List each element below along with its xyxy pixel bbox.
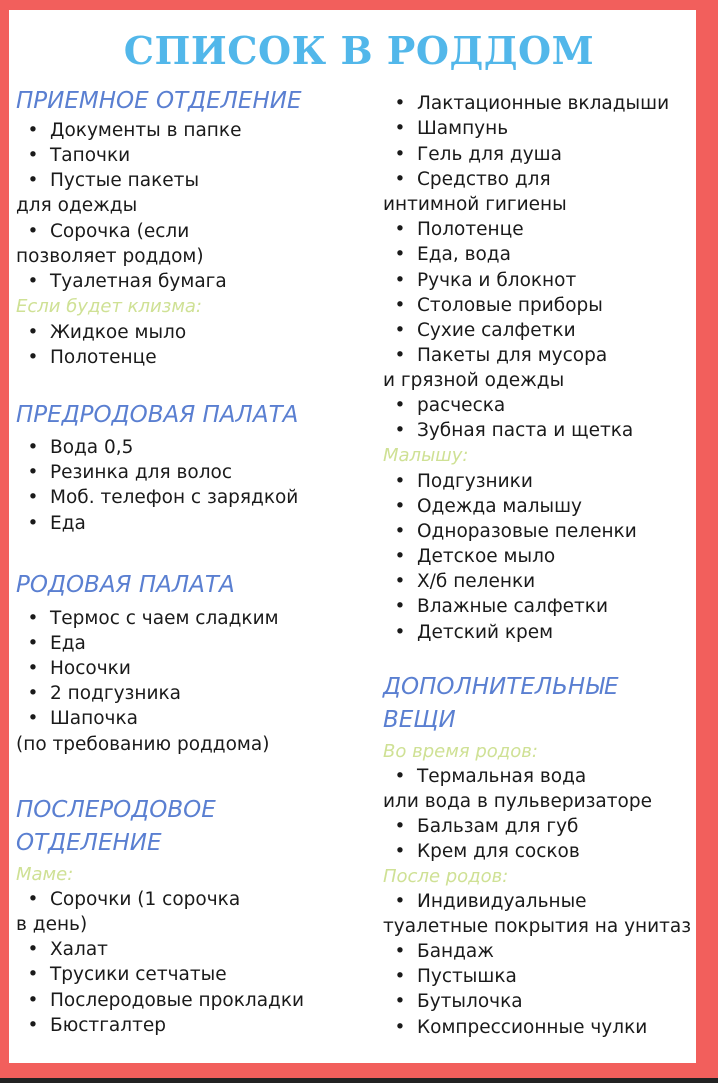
- list-item: • Жидкое мыло: [27, 322, 187, 343]
- list-item: • Компрессионные чулки: [394, 1017, 648, 1038]
- list-item: • Моб. телефон с зарядкой: [27, 487, 299, 508]
- list-item: • Трусики сетчатые: [27, 964, 227, 985]
- list-item: • Туалетная бумага: [27, 271, 227, 292]
- list-item: • Бутылочка: [394, 991, 523, 1012]
- list-item: • Документы в папке: [27, 120, 242, 141]
- list-item-continuation: для одежды: [16, 195, 138, 216]
- list-item: • Одноразовые пеленки: [394, 521, 637, 542]
- section-heading-poslerodovoe-1: ПОСЛЕРОДОВОЕ: [16, 797, 216, 823]
- list-item: • Термальная вода: [394, 766, 587, 787]
- section-heading-poslerodovoe-2: ОТДЕЛЕНИЕ: [16, 830, 162, 856]
- list-item: • Гель для душа: [394, 144, 562, 165]
- list-item: • Бальзам для губ: [394, 816, 579, 837]
- list-item: • Лактационные вкладыши: [394, 93, 670, 114]
- list-item: • Крем для сосков: [394, 841, 580, 862]
- list-item: • Индивидуальные: [394, 891, 587, 912]
- list-item-continuation: позволяет роддом): [16, 246, 204, 267]
- list-item: • Халат: [27, 939, 108, 960]
- list-item: • Одежда малышу: [394, 496, 583, 517]
- list-item: • Сухие салфетки: [394, 320, 576, 341]
- list-item-continuation: в день): [16, 914, 88, 935]
- list-item: • Пустышка: [394, 966, 517, 987]
- subheading-vo-vremya-rodov: Во время родов:: [383, 741, 538, 762]
- list-item: • Бандаж: [394, 941, 494, 962]
- section-heading-dopolnitelnye-1: ДОПОЛНИТЕЛЬНЫЕ: [383, 674, 619, 700]
- note-text: (по требованию роддома): [16, 734, 270, 755]
- list-item: • Детское мыло: [394, 546, 556, 567]
- list-item: • Ручка и блокнот: [394, 270, 577, 291]
- list-item: • Средство для: [394, 169, 551, 190]
- list-item: • Еда: [27, 633, 86, 654]
- list-item: • Носочки: [27, 658, 131, 679]
- list-item-continuation: и грязной одежды: [383, 370, 565, 391]
- list-item: • Термос с чаем сладким: [27, 608, 279, 629]
- list-item: • Еда: [27, 513, 86, 534]
- list-item: • Столовые приборы: [394, 295, 603, 316]
- list-item: • Послеродовые прокладки: [27, 990, 305, 1011]
- subheading-posle-rodov: После родов:: [383, 866, 509, 887]
- subheading-klizma: Если будет клизма:: [16, 296, 202, 317]
- list-item: • Бюстгалтер: [27, 1015, 166, 1036]
- list-item-continuation: интимной гигиены: [383, 194, 567, 215]
- list-item: • Шампунь: [394, 118, 509, 139]
- list-item: • Зубная паста и щетка: [394, 420, 634, 441]
- list-item: • Пакеты для мусора: [394, 345, 608, 366]
- list-item: • Еда, вода: [394, 244, 511, 265]
- subheading-mame: Маме:: [16, 864, 74, 885]
- list-item: • 2 подгузника: [27, 683, 181, 704]
- section-heading-rodovaya: РОДОВАЯ ПАЛАТА: [16, 572, 235, 598]
- list-item: • Детский крем: [394, 622, 554, 643]
- list-item: • расческа: [394, 395, 506, 416]
- list-item: • Пустые пакеты: [27, 170, 200, 191]
- list-item: • Сорочки (1 сорочка: [27, 889, 241, 910]
- list-item: • Х/б пеленки: [394, 571, 536, 592]
- list-item: • Подгузники: [394, 471, 533, 492]
- list-item: • Полотенце: [27, 347, 157, 368]
- list-item: • Сорочка (если: [27, 221, 190, 242]
- list-item: • Шапочка: [27, 708, 138, 729]
- list-item-continuation: туалетные покрытия на унитаз: [383, 916, 692, 937]
- list-item: • Резинка для волос: [27, 462, 233, 483]
- subheading-malyshu: Малышу:: [383, 445, 469, 466]
- section-heading-dopolnitelnye-2: ВЕЩИ: [383, 707, 456, 733]
- section-heading-predrodovaya: ПРЕДРОДОВАЯ ПАЛАТА: [16, 402, 299, 428]
- list-item: • Влажные салфетки: [394, 596, 608, 617]
- list-item: • Полотенце: [394, 219, 524, 240]
- section-heading-priemnoe: ПРИЕМНОЕ ОТДЕЛЕНИЕ: [16, 88, 302, 114]
- bottom-strip: [0, 1078, 718, 1083]
- list-item-continuation: или вода в пульверизаторе: [383, 791, 652, 812]
- list-item: • Тапочки: [27, 145, 131, 166]
- page-title: СПИСОК В РОДДОМ: [123, 28, 595, 73]
- list-item: • Вода 0,5: [27, 437, 134, 458]
